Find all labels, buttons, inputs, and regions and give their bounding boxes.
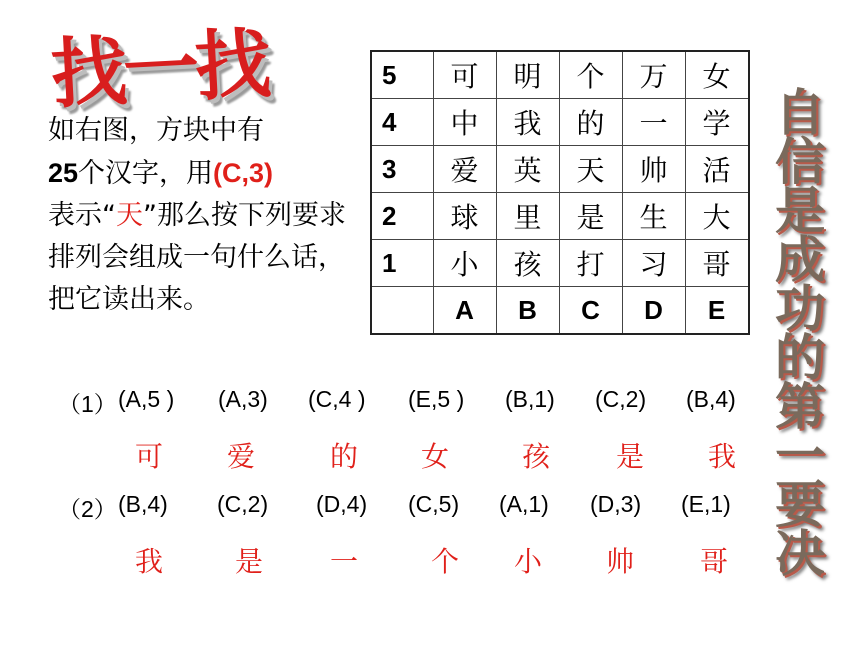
coord: (E,5 ) — [408, 386, 465, 412]
coord: (B,4) — [118, 491, 168, 517]
grid-row — [371, 193, 749, 240]
column-label: E — [685, 287, 749, 335]
row-label: 1 — [371, 240, 433, 287]
grid-cell: 爱 — [433, 146, 496, 193]
coord: (A,5 ) — [118, 386, 175, 412]
answer-char: 我 — [135, 545, 164, 578]
intro-count: 25 — [48, 158, 79, 188]
intro-part1: 如右图，方块中有 — [48, 115, 264, 146]
row-label: 2 — [371, 193, 433, 240]
motto-char: 的 — [775, 328, 825, 387]
grid-row — [371, 240, 749, 287]
intro-part2: 个汉字，用 — [78, 158, 214, 189]
grid-cell: 英 — [496, 146, 559, 193]
grid-row — [371, 146, 749, 193]
grid-cell: 习 — [622, 240, 685, 287]
coord: (B,1) — [505, 386, 555, 412]
answer-char: 个 — [431, 545, 460, 578]
column-label: D — [622, 287, 685, 335]
question-label: （1） — [58, 391, 117, 417]
coord: (C,2) — [595, 386, 647, 412]
coord: (C,5) — [408, 491, 460, 517]
answer-char: 我 — [708, 440, 737, 473]
grid-column-header-row — [371, 287, 749, 335]
answer-char: 可 — [135, 440, 164, 473]
answer-char: 爱 — [227, 440, 256, 473]
answer-char: 是 — [235, 545, 264, 578]
motto-char: 成 — [775, 230, 825, 289]
answer-char: 哥 — [700, 545, 729, 578]
row-label: 3 — [371, 146, 433, 193]
grid-cell: 球 — [433, 193, 496, 240]
motto-char: 要 — [775, 475, 825, 534]
row-label: 4 — [371, 99, 433, 146]
column-label: C — [559, 287, 622, 335]
coord: (C,2) — [217, 491, 269, 517]
grid-cell: 中 — [433, 99, 496, 146]
intro-part3: 表示“ — [48, 200, 116, 231]
coord: (E,1) — [681, 491, 731, 517]
intro-char: 天 — [116, 200, 143, 231]
column-label: A — [433, 287, 496, 335]
grid-cell: 活 — [685, 146, 749, 193]
coord: (D,3) — [590, 491, 642, 517]
intro-text — [48, 110, 348, 321]
grid-cell: 打 — [559, 240, 622, 287]
motto-char: 一 — [775, 426, 825, 485]
intro-coord: (C,3) — [213, 158, 274, 188]
grid-cell: 明 — [496, 51, 559, 99]
motto-vertical — [770, 83, 830, 583]
grid-cell: 大 — [685, 193, 749, 240]
coord: (B,4) — [686, 386, 736, 412]
grid-cell: 我 — [496, 99, 559, 146]
grid-cell: 一 — [622, 99, 685, 146]
answer-char: 帅 — [606, 545, 635, 578]
grid-cell: 女 — [685, 51, 749, 99]
answer-char: 小 — [514, 545, 543, 578]
page-title: 找一找 — [48, 18, 270, 119]
grid-cell: 万 — [622, 51, 685, 99]
grid-row — [371, 99, 749, 146]
grid-row — [371, 51, 749, 99]
coord: (A,1) — [499, 491, 549, 517]
grid-cell: 个 — [559, 51, 622, 99]
answer-char: 女 — [421, 440, 450, 473]
answer-char: 是 — [616, 440, 645, 473]
answer-char: 一 — [330, 545, 359, 578]
grid-cell: 帅 — [622, 146, 685, 193]
grid-cell: 里 — [496, 193, 559, 240]
motto-char: 自 — [775, 83, 825, 142]
grid-cell: 小 — [433, 240, 496, 287]
corner-cell — [371, 287, 433, 335]
grid-cell: 生 — [622, 193, 685, 240]
coord: (A,3) — [218, 386, 268, 412]
motto-char: 信 — [775, 132, 825, 191]
column-label: B — [496, 287, 559, 335]
motto-char: 是 — [775, 181, 825, 240]
question-label: （2） — [58, 496, 117, 522]
grid-cell: 的 — [559, 99, 622, 146]
motto-char: 决 — [775, 524, 825, 583]
grid-cell: 可 — [433, 51, 496, 99]
coord: (D,4) — [316, 491, 368, 517]
intro-part4: ”那么按下列要求排列会组成一句什么话，把它读出来。 — [48, 200, 346, 315]
motto-char: 第 — [775, 377, 825, 436]
row-label: 5 — [371, 51, 433, 99]
grid-cell: 天 — [559, 146, 622, 193]
answer-char: 的 — [330, 440, 359, 473]
grid-cell: 是 — [559, 193, 622, 240]
grid-cell: 哥 — [685, 240, 749, 287]
answer-char: 孩 — [522, 440, 551, 473]
grid-cell: 孩 — [496, 240, 559, 287]
grid-cell: 学 — [685, 99, 749, 146]
coord: (C,4 ) — [308, 386, 366, 412]
character-grid — [370, 50, 750, 335]
motto-char: 功 — [775, 279, 825, 338]
